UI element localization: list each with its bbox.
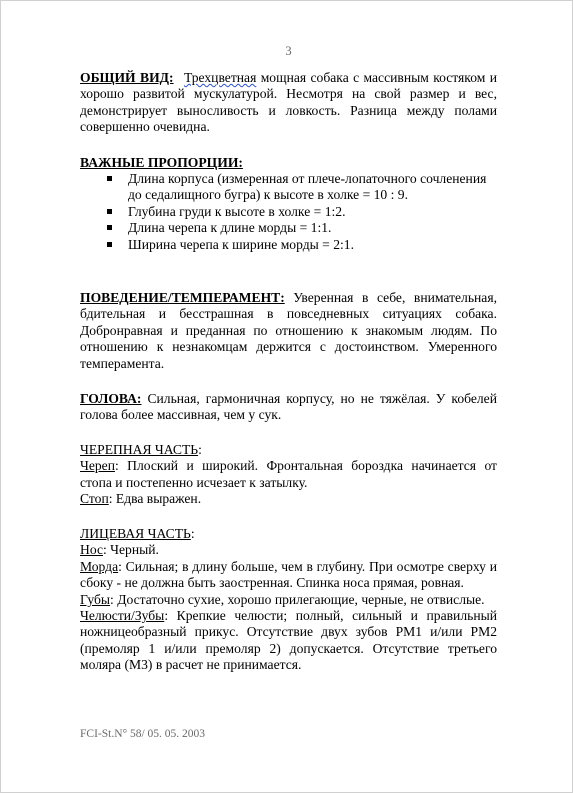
cranial-section [80,442,497,508]
bullet-icon [107,176,112,181]
head-text: Сильная, гармоничная корпусу, но не тяжёлая. У кобелей голова более массивная, чем у сук. [80,391,497,423]
proportion-item-text: Длина корпуса (измеренная от плече-лопаточного сочленения до седалищного бугра) к высоте в холке = 10 : 9. [128,171,487,203]
proportions-heading: ВАЖНЫЕ ПРОПОРЦИИ: [80,155,243,170]
list-item [80,171,497,204]
proportion-item-text: Длина черепа к длине морды = 1:1. [128,220,332,236]
proportions-list [80,171,497,253]
skull-paragraph [80,458,497,491]
skull-label: Череп [80,458,115,474]
jaws-text: : Крепкие челюсти; полный, сильный и правильный ножницеобразный прикус. Отсутствие двух зубов PM1 и/или PM2 (премоляр 1 и/или премоляр 2) допускается. Отсутствие третьего моляра (M3) в расчет не принимается. [80,608,497,673]
proportion-item-text: Глубина груди к высоте в холке = 1:2. [128,203,346,219]
head-heading: ГОЛОВА: [80,391,142,406]
behavior-text: Уверенная в себе, внимательная, бдительная и бесстрашная в повседневных ситуациях собака. Добронравная и преданная по отношению к знакомым людям. По отношению к незнакомцам держится с достоинством. Умеренного темперамента. [80,290,497,371]
bullet-icon [107,225,112,230]
stop-paragraph [80,491,497,507]
muzzle-paragraph [80,559,497,592]
nose-label: Нос [80,542,103,558]
list-item [80,220,497,236]
jaws-paragraph [80,608,497,674]
facial-heading: ЛИЦЕВАЯ ЧАСТЬ: [80,526,195,541]
bullet-icon [107,242,112,247]
bullet-icon [107,209,112,214]
general-appearance-heading: ОБЩИЙ ВИД: [80,70,174,85]
general-appearance-text: мощная собака с массивным костяком и хорошо развитой мускулатурой. Несмотря на свой размер и вес, демонстрирует выносливость и ловкость. Разница между полами совершенно очевидна. [80,70,498,135]
list-item [80,237,497,253]
facial-section [80,526,497,674]
page-number: 3 [285,44,292,58]
cranial-heading: ЧЕРЕПНАЯ ЧАСТЬ: [80,442,202,457]
nose-paragraph [80,542,497,558]
list-item [80,204,497,220]
head-section [80,391,497,424]
stop-text: : Едва выражен. [108,491,202,507]
behavior-heading: ПОВЕДЕНИЕ/ТЕМПЕРАМЕНТ: [80,290,285,305]
lips-label: Губы [80,591,111,607]
behavior-section [80,290,497,372]
general-appearance-section [80,70,497,136]
skull-text: : Плоский и широкий. Фронтальная бороздка начинается от стопа и постепенно исчезает к затылку. [80,458,497,490]
muzzle-text: : Сильная; в длину больше, чем в глубину. При осмотре сверху и сбоку - не должна быть заостренная. Спинка носа прямая, ровная. [80,558,497,591]
lips-paragraph [80,592,497,608]
proportion-item-text: Ширина черепа к ширине морды = 2:1. [128,236,354,252]
muzzle-label: Морда [80,558,119,574]
nose-text: : Черный. [103,542,159,558]
jaws-label: Челюсти/Зубы [80,608,165,624]
stop-label: Стоп [80,491,109,507]
general-appearance-first-word: Трехцветная [183,70,257,85]
lips-text: : Достаточно сухие, хорошо прилегающие, черные, не отвислые. [110,591,485,607]
page-footer: FCI-St.N° 58/ 05. 05. 2003 [80,728,206,740]
